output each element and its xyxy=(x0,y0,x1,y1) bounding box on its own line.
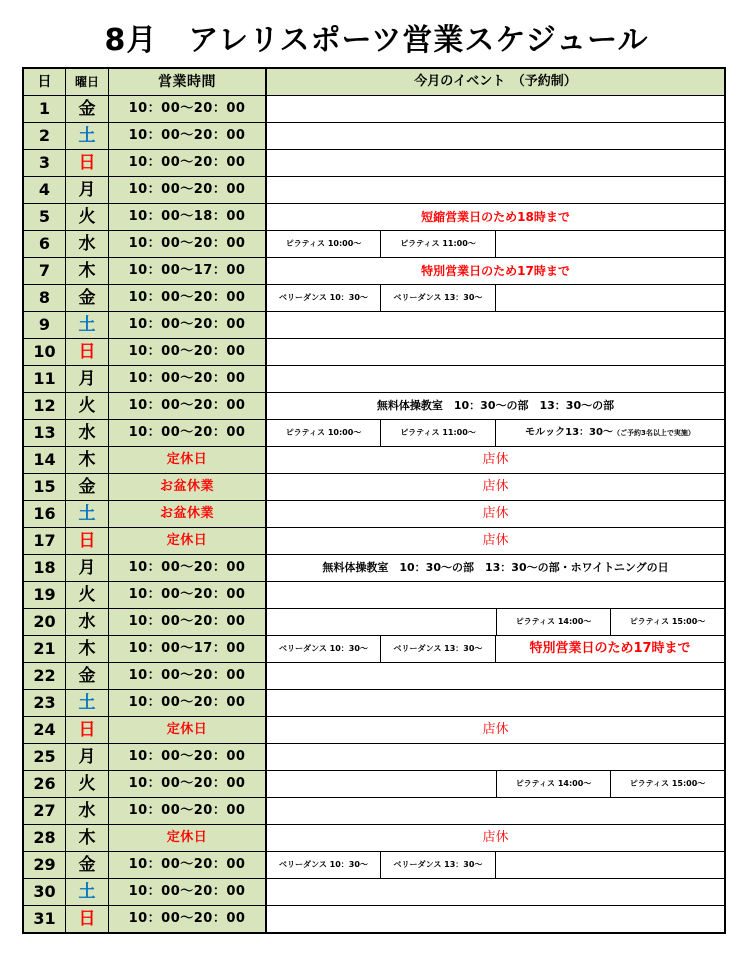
hours-cell: 10：00〜20：00 xyxy=(109,744,267,770)
hours-cell: 10：00〜17：00 xyxy=(109,636,267,662)
event-slot-1: ピラティス 10:00〜 xyxy=(267,231,381,257)
day-cell: 11 xyxy=(24,366,66,392)
table-row xyxy=(24,744,724,771)
day-cell: 29 xyxy=(24,852,66,878)
table-row xyxy=(24,906,724,933)
event-slot-4: ピラティス 15:00〜 xyxy=(629,617,706,626)
weekday-cell: 土 xyxy=(66,690,109,716)
hours-cell: 10：00〜20：00 xyxy=(109,393,267,419)
weekday-cell: 火 xyxy=(66,771,109,797)
weekday-cell: 水 xyxy=(66,798,109,824)
weekday-cell: 土 xyxy=(66,501,109,527)
header-hours: 営業時間 xyxy=(109,69,267,95)
day-cell: 17 xyxy=(24,528,66,554)
day-cell: 1 xyxy=(24,96,66,122)
table-row xyxy=(24,204,724,231)
event-slot-2: ベリーダンス 13：30〜 xyxy=(381,285,496,311)
weekday-cell: 火 xyxy=(66,393,109,419)
table-row xyxy=(24,393,724,420)
hours-cell: 10：00〜20：00 xyxy=(109,366,267,392)
table-row xyxy=(24,366,724,393)
hours-cell: お盆休業 xyxy=(109,474,267,500)
table-row xyxy=(24,555,724,582)
day-cell: 15 xyxy=(24,474,66,500)
weekday-cell: 水 xyxy=(66,609,109,635)
hours-cell: 10：00〜20：00 xyxy=(109,285,267,311)
day-cell: 7 xyxy=(24,258,66,284)
day-cell: 23 xyxy=(24,690,66,716)
weekday-cell: 月 xyxy=(66,555,109,581)
day-cell: 19 xyxy=(24,582,66,608)
table-row xyxy=(24,852,724,879)
table-row xyxy=(24,771,724,798)
header-events: 今月のイベント （予約制） xyxy=(267,69,724,95)
event-note: 店休 xyxy=(482,722,509,737)
table-row xyxy=(24,231,724,258)
hours-cell: 10：00〜20：00 xyxy=(109,879,267,905)
hours-cell: 10：00〜20：00 xyxy=(109,906,267,932)
event-slot-2: ピラティス 11:00〜 xyxy=(381,231,496,257)
event-slot-1: ベリーダンス 10：30〜 xyxy=(267,285,381,311)
hours-cell: 10：00〜20：00 xyxy=(109,771,267,797)
hours-cell: 10：00〜20：00 xyxy=(109,852,267,878)
event-slot-4: ピラティス 15:00〜 xyxy=(629,779,706,788)
weekday-cell: 金 xyxy=(66,96,109,122)
schedule-table xyxy=(22,67,726,934)
day-cell: 21 xyxy=(24,636,66,662)
event-note: 店休 xyxy=(482,479,509,494)
weekday-cell: 木 xyxy=(66,447,109,473)
weekday-cell: 水 xyxy=(66,231,109,257)
weekday-cell: 月 xyxy=(66,744,109,770)
weekday-cell: 水 xyxy=(66,420,109,446)
hours-cell: 10：00〜20：00 xyxy=(109,798,267,824)
event-slot-34: 特別営業日のため17時まで xyxy=(529,641,691,656)
weekday-cell: 日 xyxy=(66,528,109,554)
weekday-cell: 木 xyxy=(66,258,109,284)
hours-cell: 10：00〜20：00 xyxy=(109,609,267,635)
table-row xyxy=(24,879,724,906)
day-cell: 12 xyxy=(24,393,66,419)
event-note: 店休 xyxy=(482,533,509,548)
table-row xyxy=(24,258,724,285)
table-row xyxy=(24,690,724,717)
day-cell: 13 xyxy=(24,420,66,446)
weekday-cell: 土 xyxy=(66,312,109,338)
day-cell: 31 xyxy=(24,906,66,932)
event-molluk-note: （ご予約3名以上で実施） xyxy=(612,429,695,437)
day-cell: 27 xyxy=(24,798,66,824)
event-slot-3: ピラティス 14:00〜 xyxy=(496,609,611,635)
day-cell: 22 xyxy=(24,663,66,689)
event-slot-34 xyxy=(496,420,724,446)
table-row xyxy=(24,420,724,447)
event-note: 特別営業日のため17時まで xyxy=(421,264,570,278)
hours-cell: 10：00〜20：00 xyxy=(109,339,267,365)
weekday-cell: 火 xyxy=(66,582,109,608)
table-row xyxy=(24,663,724,690)
day-cell: 18 xyxy=(24,555,66,581)
table-row xyxy=(24,96,724,123)
event-slot-2: ベリーダンス 13：30〜 xyxy=(381,636,496,662)
hours-cell: お盆休業 xyxy=(109,501,267,527)
table-row xyxy=(24,447,724,474)
page-title: 8月 アレリスポーツ営業スケジュール xyxy=(104,23,649,58)
table-row xyxy=(24,177,724,204)
weekday-cell: 金 xyxy=(66,474,109,500)
day-cell: 3 xyxy=(24,150,66,176)
event-note: 店休 xyxy=(482,452,509,467)
hours-cell: 10：00〜20：00 xyxy=(109,663,267,689)
day-cell: 2 xyxy=(24,123,66,149)
event-note: 店休 xyxy=(482,506,509,521)
weekday-cell: 木 xyxy=(66,636,109,662)
hours-cell: 10：00〜17：00 xyxy=(109,258,267,284)
weekday-cell: 金 xyxy=(66,285,109,311)
weekday-cell: 月 xyxy=(66,177,109,203)
hours-cell: 10：00〜20：00 xyxy=(109,123,267,149)
event-note: 短縮営業日のため18時まで xyxy=(421,210,570,224)
day-cell: 14 xyxy=(24,447,66,473)
hours-cell: 定休日 xyxy=(109,447,267,473)
event-slot-1 xyxy=(267,609,381,635)
hours-cell: 10：00〜20：00 xyxy=(109,96,267,122)
table-row xyxy=(24,339,724,366)
table-row xyxy=(24,636,724,663)
header-weekday: 曜日 xyxy=(66,69,109,95)
hours-cell: 10：00〜18：00 xyxy=(109,204,267,230)
day-cell: 9 xyxy=(24,312,66,338)
day-cell: 24 xyxy=(24,717,66,743)
table-row xyxy=(24,717,724,744)
day-cell: 16 xyxy=(24,501,66,527)
hours-cell: 10：00〜20：00 xyxy=(109,231,267,257)
table-row xyxy=(24,501,724,528)
weekday-cell: 金 xyxy=(66,663,109,689)
hours-cell: 定休日 xyxy=(109,825,267,851)
event-slot-2: ベリーダンス 13：30〜 xyxy=(381,852,496,878)
weekday-cell: 日 xyxy=(66,150,109,176)
table-row xyxy=(24,609,724,636)
hours-cell: 10：00〜20：00 xyxy=(109,177,267,203)
day-cell: 10 xyxy=(24,339,66,365)
event-note: 店休 xyxy=(482,830,509,845)
hours-cell: 10：00〜20：00 xyxy=(109,312,267,338)
day-cell: 20 xyxy=(24,609,66,635)
day-cell: 4 xyxy=(24,177,66,203)
event-slot-1: ピラティス 10:00〜 xyxy=(267,420,381,446)
event-slot-3: ピラティス 14:00〜 xyxy=(496,771,611,797)
table-row xyxy=(24,582,724,609)
weekday-cell: 土 xyxy=(66,123,109,149)
weekday-cell: 金 xyxy=(66,852,109,878)
table-row xyxy=(24,798,724,825)
table-row xyxy=(24,285,724,312)
event-note: 無料体操教室 10：30〜の部 13：30〜の部 xyxy=(376,399,615,412)
day-cell: 8 xyxy=(24,285,66,311)
hours-cell: 10：00〜20：00 xyxy=(109,420,267,446)
event-slot-1: ベリーダンス 10：30〜 xyxy=(267,852,381,878)
header-day: 日 xyxy=(24,69,66,95)
weekday-cell: 木 xyxy=(66,825,109,851)
table-row xyxy=(24,312,724,339)
weekday-cell: 日 xyxy=(66,906,109,932)
weekday-cell: 日 xyxy=(66,717,109,743)
table-row xyxy=(24,150,724,177)
table-row xyxy=(24,474,724,501)
hours-cell: 定休日 xyxy=(109,528,267,554)
day-cell: 6 xyxy=(24,231,66,257)
table-row xyxy=(24,123,724,150)
day-cell: 30 xyxy=(24,879,66,905)
hours-cell: 10：00〜20：00 xyxy=(109,150,267,176)
hours-cell: 定休日 xyxy=(109,717,267,743)
hours-cell: 10：00〜20：00 xyxy=(109,555,267,581)
day-cell: 5 xyxy=(24,204,66,230)
event-molluk-text: モルック13：30〜 xyxy=(525,427,613,438)
weekday-cell: 土 xyxy=(66,879,109,905)
event-slot-1 xyxy=(267,771,381,797)
header-row xyxy=(24,69,724,96)
hours-cell: 10：00〜20：00 xyxy=(109,690,267,716)
weekday-cell: 火 xyxy=(66,204,109,230)
hours-cell: 10：00〜20：00 xyxy=(109,582,267,608)
weekday-cell: 日 xyxy=(66,339,109,365)
event-note: 無料体操教室 10：30〜の部 13：30〜の部・ホワイトニングの日 xyxy=(322,561,669,574)
event-slot-1: ベリーダンス 10：30〜 xyxy=(267,636,381,662)
table-row xyxy=(24,825,724,852)
day-cell: 25 xyxy=(24,744,66,770)
day-cell: 28 xyxy=(24,825,66,851)
event-slot-2: ピラティス 11:00〜 xyxy=(381,420,496,446)
table-row xyxy=(24,528,724,555)
weekday-cell: 月 xyxy=(66,366,109,392)
day-cell: 26 xyxy=(24,771,66,797)
